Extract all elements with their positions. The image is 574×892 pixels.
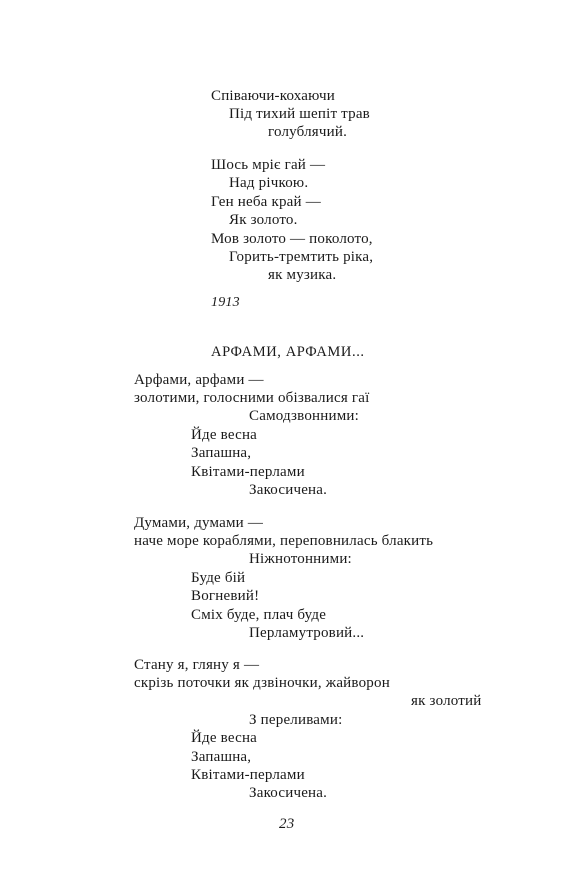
verse-line: Закосичена. bbox=[249, 482, 328, 498]
verse-line: Запашна, bbox=[191, 749, 252, 765]
verse-line: Думами, думами — bbox=[134, 515, 264, 531]
verse-line: Горить-тремтить ріка, bbox=[229, 249, 374, 265]
verse-line: Йде весна bbox=[191, 730, 258, 746]
verse-line: голублячий. bbox=[268, 124, 348, 140]
verse-line: Сміх буде, плач буде bbox=[191, 607, 327, 623]
verse-line: як золотий bbox=[411, 693, 482, 709]
verse-line: Квітами-перлами bbox=[191, 464, 305, 480]
verse-line: Самодзвонними: bbox=[249, 408, 360, 424]
page-number: 23 bbox=[279, 816, 295, 832]
verse-line: Мов золото — поколото, bbox=[211, 231, 373, 247]
verse-line: Під тихий шепіт трав bbox=[229, 106, 370, 122]
verse-line: Арфами, арфами — bbox=[134, 372, 264, 388]
verse-line: Йде весна bbox=[191, 427, 258, 443]
verse-line: скрізь поточки як дзвіночки, жайворон bbox=[134, 675, 390, 691]
verse-line: Як золото. bbox=[229, 212, 298, 228]
poem-title: АРФАМИ, АРФАМИ... bbox=[211, 344, 365, 360]
verse-line: Співаючи-кохаючи bbox=[211, 88, 335, 104]
verse-line: Над річкою. bbox=[229, 175, 309, 191]
verse-line: Ніжнотонними: bbox=[249, 551, 352, 567]
verse-line: Закосичена. bbox=[249, 785, 328, 801]
verse-line: Вогневий! bbox=[191, 588, 260, 604]
verse-line: Квітами-перлами bbox=[191, 767, 305, 783]
verse-line: З переливами: bbox=[249, 712, 343, 728]
verse-line: Шось мріє гай — bbox=[211, 157, 326, 173]
verse-line: золотими, голосними обізвалися гаї bbox=[134, 390, 370, 406]
poem-year: 1913 bbox=[211, 295, 240, 310]
verse-line: як музика. bbox=[268, 267, 337, 283]
verse-line: Запашна, bbox=[191, 445, 252, 461]
verse-line: наче море кораблями, переповнилась блакить bbox=[134, 533, 434, 549]
verse-line: Перламутровий... bbox=[249, 625, 365, 641]
verse-line: Буде бій bbox=[191, 570, 246, 586]
verse-line: Стану я, гляну я — bbox=[134, 657, 260, 673]
verse-line: Ген неба край — bbox=[211, 194, 321, 210]
